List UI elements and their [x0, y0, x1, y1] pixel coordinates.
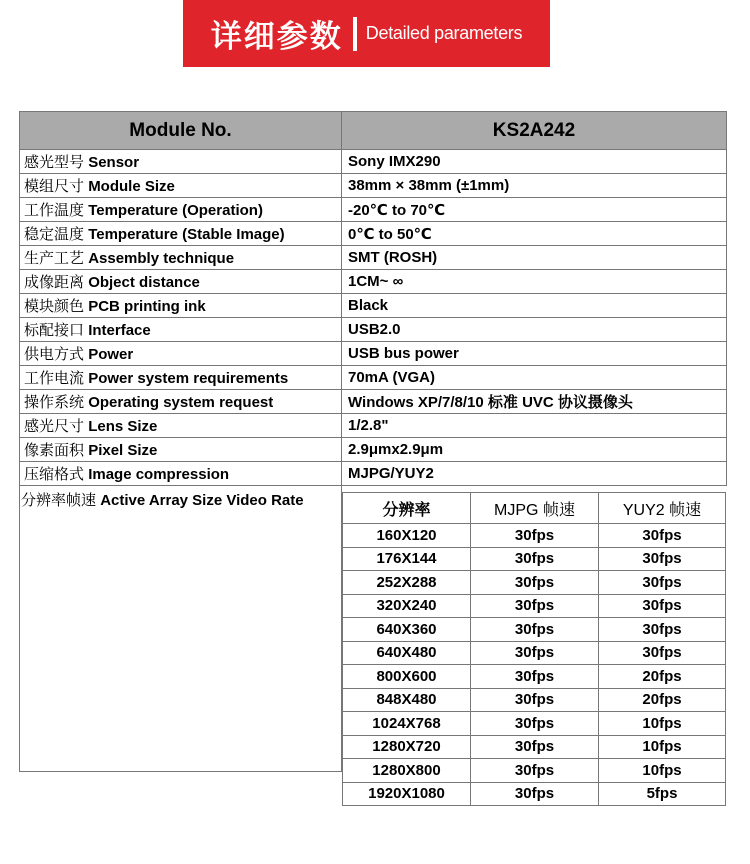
resolution-cell: 640X360: [343, 618, 471, 642]
spec-label-cn: 供电方式: [24, 345, 85, 363]
mjpg-fps-cell: 30fps: [471, 618, 599, 642]
mjpg-fps-cell: 30fps: [471, 571, 599, 595]
mjpg-fps-cell: 30fps: [471, 782, 599, 806]
resolution-cell: 848X480: [343, 688, 471, 712]
spec-label-cn: 压缩格式: [24, 465, 85, 483]
spec-value: SMT (ROSH): [342, 246, 727, 270]
spec-label-cn: 模组尺寸: [24, 177, 85, 195]
spec-value: USB bus power: [342, 342, 727, 366]
spec-label-en: Assembly technique: [88, 250, 235, 267]
video-rate-data-row: [343, 759, 726, 783]
spec-label-cn: 像素面积: [24, 441, 85, 459]
resolution-cell: 252X288: [343, 571, 471, 595]
spec-label: [20, 150, 342, 174]
spec-row: [20, 150, 727, 174]
spec-label-cn: 成像距离: [24, 273, 85, 291]
spec-row: [20, 294, 727, 318]
video-rate-data-row: [343, 547, 726, 571]
header-value: KS2A242: [342, 112, 727, 150]
spec-label-en: Operating system request: [88, 394, 274, 411]
spec-header-row: [20, 112, 727, 150]
mjpg-fps-cell: 30fps: [471, 759, 599, 783]
spec-label-cn: 工作温度: [24, 201, 85, 219]
spec-row: [20, 318, 727, 342]
mjpg-fps-cell: 30fps: [471, 665, 599, 689]
spec-value: 2.9μmx2.9μm: [342, 438, 727, 462]
mjpg-fps-cell: 30fps: [471, 688, 599, 712]
spec-label-en: Lens Size: [88, 418, 158, 435]
mjpg-fps-cell: 30fps: [471, 547, 599, 571]
spec-label-cn: 稳定温度: [24, 225, 85, 243]
spec-row: [20, 390, 727, 414]
section-banner: [183, 0, 550, 67]
spec-label-en: PCB printing ink: [88, 298, 206, 315]
spec-label-en: Image compression: [88, 466, 230, 483]
spec-label: [20, 390, 342, 414]
spec-value: 38mm × 38mm (±1mm): [342, 174, 727, 198]
video-rate-data-row: [343, 665, 726, 689]
spec-row: [20, 198, 727, 222]
header-label: Module No.: [20, 112, 342, 150]
spec-value: 70mA (VGA): [342, 366, 727, 390]
yuy2-fps-cell: 30fps: [599, 618, 726, 642]
banner-title-cn: 详细参数: [210, 19, 343, 55]
video-rate-header-row: [343, 493, 726, 524]
spec-label: [20, 198, 342, 222]
resolution-cell: 800X600: [343, 665, 471, 689]
video-rate-data-row: [343, 524, 726, 548]
yuy2-fps-cell: 30fps: [599, 641, 726, 665]
spec-value: USB2.0: [342, 318, 727, 342]
spec-row: [20, 174, 727, 198]
mjpg-fps-cell: 30fps: [471, 594, 599, 618]
spec-label-en: Power system requirements: [88, 370, 289, 387]
mjpg-fps-cell: 30fps: [471, 712, 599, 736]
video-rate-data-row: [343, 641, 726, 665]
spec-label: [20, 174, 342, 198]
spec-label-cn: 模块颜色: [24, 297, 85, 315]
spec-label-en: Temperature (Stable Image): [88, 226, 285, 243]
resolution-cell: 1280X720: [343, 735, 471, 759]
spec-value: 1/2.8": [342, 414, 727, 438]
spec-row: [20, 246, 727, 270]
spec-label-cn: 生产工艺: [24, 249, 85, 267]
video-rate-data-row: [343, 688, 726, 712]
spec-value: 0℃ to 50℃: [342, 222, 727, 246]
spec-label: [20, 270, 342, 294]
spec-label-en: Module Size: [88, 178, 175, 195]
mjpg-header: MJPG 帧速: [471, 493, 599, 524]
video-rate-label-en: Active Array Size Video Rate: [100, 492, 304, 509]
spec-label: [20, 366, 342, 390]
spec-label-cn: 工作电流: [24, 369, 85, 387]
yuy2-fps-cell: 10fps: [599, 759, 726, 783]
mjpg-fps-cell: 30fps: [471, 735, 599, 759]
resolution-cell: 176X144: [343, 547, 471, 571]
spec-label: [20, 222, 342, 246]
resolution-cell: 160X120: [343, 524, 471, 548]
video-rate-data-row: [343, 735, 726, 759]
video-rate-data-row: [343, 571, 726, 595]
spec-label: [20, 414, 342, 438]
spec-row: [20, 270, 727, 294]
spec-value: MJPG/YUY2: [342, 462, 727, 486]
yuy2-fps-cell: 10fps: [599, 712, 726, 736]
banner-title-en: Detailed parameters: [365, 23, 523, 43]
yuy2-fps-cell: 20fps: [599, 688, 726, 712]
spec-label-en: Interface: [88, 322, 151, 339]
spec-row: [20, 222, 727, 246]
video-rate-table: [342, 492, 726, 806]
spec-value: -20℃ to 70℃: [342, 198, 727, 222]
spec-label-en: Pixel Size: [88, 442, 158, 459]
spec-label-en: Object distance: [88, 274, 200, 291]
spec-label-cn: 标配接口: [24, 321, 85, 339]
yuy2-header: YUY2 帧速: [599, 493, 726, 524]
spec-label-en: Power: [88, 346, 134, 363]
resolution-cell: 1024X768: [343, 712, 471, 736]
spec-label: [20, 294, 342, 318]
spec-label: [20, 438, 342, 462]
yuy2-fps-cell: 30fps: [599, 547, 726, 571]
video-rate-data-row: [343, 782, 726, 806]
mjpg-fps-cell: 30fps: [471, 524, 599, 548]
yuy2-fps-cell: 30fps: [599, 594, 726, 618]
spec-value: Black: [342, 294, 727, 318]
banner-divider: [353, 17, 357, 51]
spec-label: [20, 462, 342, 486]
resolution-cell: 1280X800: [343, 759, 471, 783]
spec-row: [20, 438, 727, 462]
spec-row: [20, 366, 727, 390]
spec-label: [20, 318, 342, 342]
spec-row: [20, 342, 727, 366]
spec-value: Sony IMX290: [342, 150, 727, 174]
spec-label-cn: 操作系统: [24, 393, 85, 411]
resolution-cell: 320X240: [343, 594, 471, 618]
spec-value: 1CM~ ∞: [342, 270, 727, 294]
spec-row: [20, 414, 727, 438]
resolution-cell: 640X480: [343, 641, 471, 665]
resolution-cell: 1920X1080: [343, 782, 471, 806]
spec-label-en: Sensor: [88, 154, 140, 171]
yuy2-fps-cell: 30fps: [599, 571, 726, 595]
spec-label: [20, 246, 342, 270]
yuy2-fps-cell: 20fps: [599, 665, 726, 689]
video-rate-label: [20, 486, 342, 772]
spec-label-en: Temperature (Operation): [88, 202, 263, 219]
mjpg-fps-cell: 30fps: [471, 641, 599, 665]
spec-label-cn: 感光型号: [24, 153, 85, 171]
video-rate-data-row: [343, 712, 726, 736]
yuy2-fps-cell: 5fps: [599, 782, 726, 806]
video-rate-data-row: [343, 594, 726, 618]
spec-value: Windows XP/7/8/10 标准 UVC 协议摄像头: [342, 390, 727, 414]
video-rate-label-cn: 分辨率帧速: [21, 491, 97, 509]
video-rate-data-row: [343, 618, 726, 642]
spec-row: [20, 462, 727, 486]
resolution-header: 分辨率: [343, 493, 471, 524]
yuy2-fps-cell: 10fps: [599, 735, 726, 759]
yuy2-fps-cell: 30fps: [599, 524, 726, 548]
spec-label-cn: 感光尺寸: [24, 417, 85, 435]
spec-label: [20, 342, 342, 366]
